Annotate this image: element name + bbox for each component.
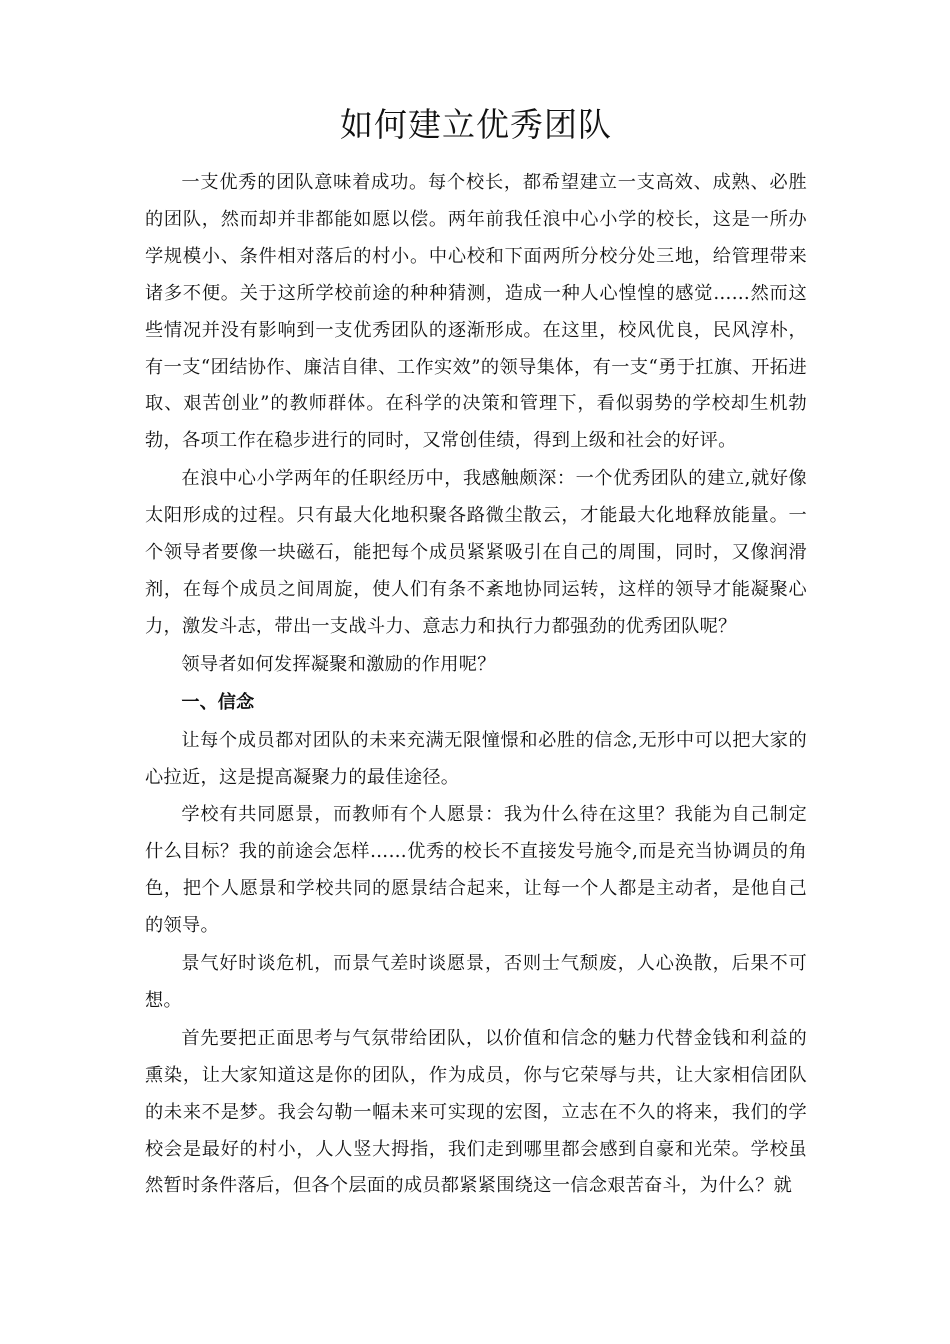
paragraph-vision: 学校有共同愿景，而教师有个人愿景：我为什么待在这里？我能为自己制定什么目标？我的前途会怎样……优秀的校长不直接发号施令,而是充当协调员的角色，把个人愿景和学校共同的愿景结合起来，让每一个人都是主动者，是他自己的领导。 [145,804,807,937]
paragraph-intro: 一支优秀的团队意味着成功。每个校长，都希望建立一支高效、成熟、必胜的团队，然而却并非都能如愿以偿。两年前我任浪中心小学的校长，这是一所办学规模小、条件相对落后的村小。中心校和下面两所分校分处三地，给管理带来诸多不便。关于这所学校前途的种种猜测，造成一种人心惶惶的感觉……然而这些情况并没有影响到一支优秀团队的逐渐形成。在这里，校风优良，民风淳朴，有一支“团结协作、廉洁自律、工作实效”的领导集体，有一支“勇于扛旗、开拓进取、艰苦创业”的教师群体。在科学的决策和管理下，看似弱势的学校却生机勃勃，各项工作在稳步进行的同时，又常创佳绩，得到上级和社会的好评。 [145,172,807,452]
paragraph-crisis: 景气好时谈危机，而景气差时谈愿景，否则士气颓废，人心涣散，后果不可想。 [145,953,807,1011]
section-heading-belief: 一、信念 [181,691,255,713]
document-body [145,165,807,1206]
document-title: 如何建立优秀团队 [340,105,612,144]
paragraph-experience: 在浪中心小学两年的任职经历中，我感触颇深：一个优秀团队的建立,就好像太阳形成的过程。只有最大化地积聚各路微尘散云，才能最大化地释放能量。一个领导者要像一块磁石，能把每个成员紧紧吸引在自己的周围，同时，又像润滑剂，在每个成员之间周旋，使人们有条不紊地协同运转，这样的领导才能凝聚心力，激发斗志，带出一支战斗力、意志力和执行力都强劲的优秀团队呢？ [145,468,807,637]
document-page [145,0,807,1344]
paragraph-positive: 首先要把正面思考与气氛带给团队，以价值和信念的魅力代替金钱和利益的熏染，让大家知道这是你的团队，作为成员，你与它荣辱与共，让大家相信团队的未来不是梦。我会勾勒一幅未来可实现的宏图，立志在不久的将来，我们的学校会是最好的村小，人人竖大拇指，我们走到哪里都会感到自豪和光荣。学校虽然暂时条件落后，但各个层面的成员都紧紧围绕这一信念艰苦奋斗，为什么？就 [145,1027,807,1197]
paragraph-question: 领导者如何发挥凝聚和激励的作用呢？ [181,653,496,675]
paragraph-belief: 让每个成员都对团队的未来充满无限憧憬和必胜的信念,无形中可以把大家的心拉近，这是提高凝聚力的最佳途径。 [145,729,807,788]
